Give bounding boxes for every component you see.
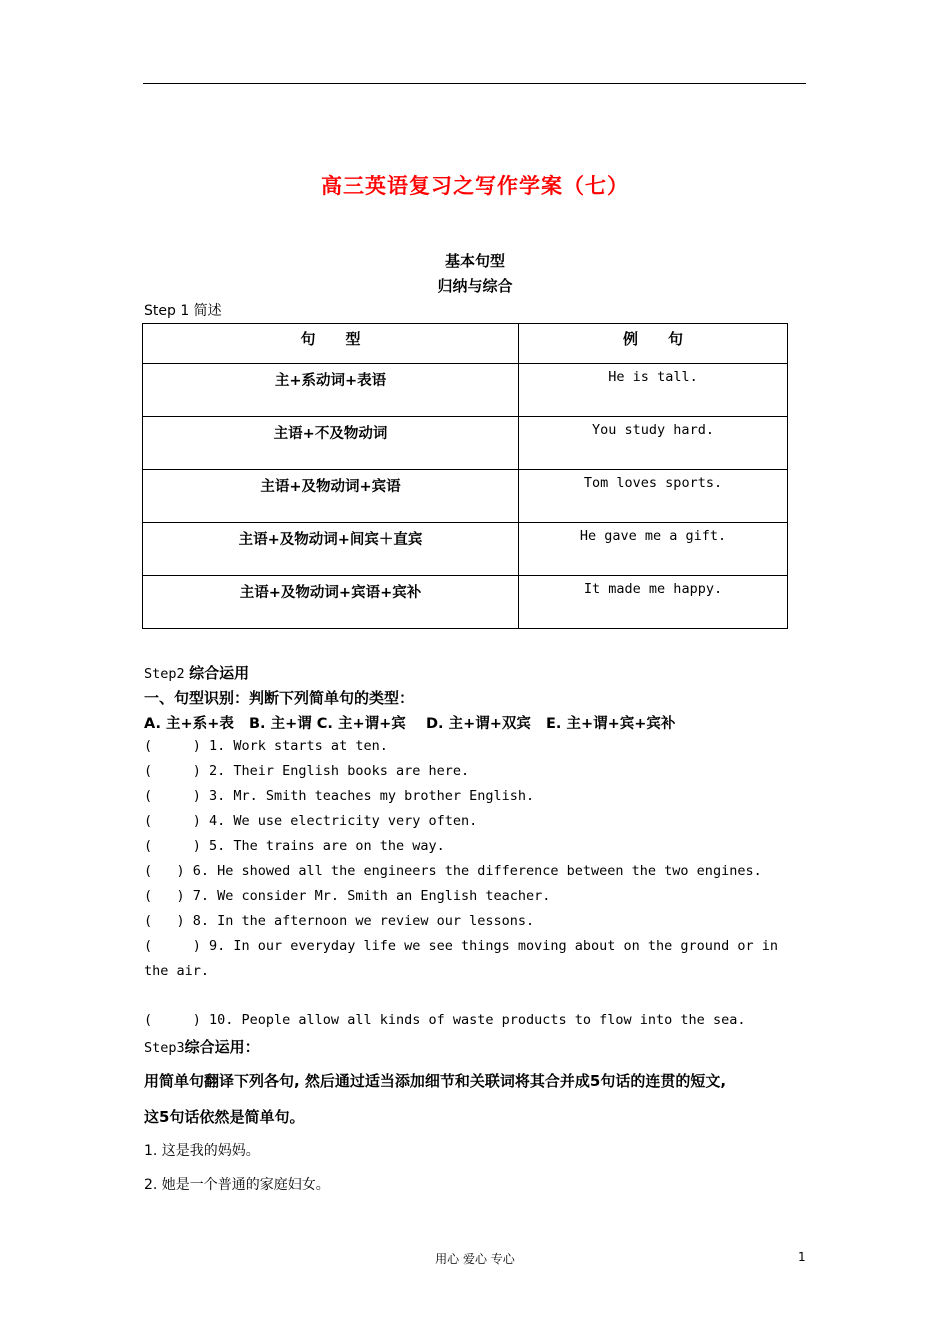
table-header-row: [143, 324, 788, 364]
table-row: [143, 364, 788, 417]
subtitle-basic-patterns: 基本句型: [444, 252, 505, 270]
sentence-pattern-table: [142, 323, 788, 629]
pattern-cell: 主语+不及物动词: [143, 417, 519, 470]
instruction-line: 用简单句翻译下列各句, 然后通过适当添加细节和关联词将其合并成5句话的连贯的短文,: [144, 1072, 727, 1090]
example-cell: You study hard.: [519, 417, 788, 470]
header-example: 例 句: [519, 324, 788, 364]
list-item: ( ) 6. He showed all the engineers the difference between the two engines.: [144, 863, 762, 879]
subtitle-summary: 归纳与综合: [437, 277, 513, 295]
list-item-continuation: the air.: [144, 963, 210, 979]
list-item: ( ) 10. People allow all kinds of waste products to flow into the sea.: [144, 1012, 746, 1028]
table-row: [143, 417, 788, 470]
instruction-line: 这5句话依然是简单句。: [144, 1108, 305, 1126]
header-rule: [143, 83, 806, 84]
part1-heading: 一、句型识别：判断下列简单句的类型：: [144, 689, 415, 707]
example-cell: It made me happy.: [519, 576, 788, 629]
pattern-cell: 主语+及物动词+宾语+宾补: [143, 576, 519, 629]
header-pattern: 句 型: [143, 324, 519, 364]
step3-title: 综合运用：: [184, 1038, 260, 1056]
step3-heading: [144, 1036, 260, 1057]
example-cell: He is tall.: [519, 364, 788, 417]
answer-options: A. 主+系+表 B. 主+谓 C. 主+谓+宾 D. 主+谓+双宾 E. 主+谓+宾+宾补: [144, 716, 676, 732]
list-item: ( ) 8. In the afternoon we review our lessons.: [144, 913, 535, 929]
table-row: [143, 523, 788, 576]
pattern-cell: 主+系动词+表语: [143, 364, 519, 417]
page-footer: 用心 爱心 专心: [435, 1252, 515, 1266]
example-cell: He gave me a gift.: [519, 523, 788, 576]
step2-label: Step2: [144, 666, 185, 682]
list-item: ( ) 1. Work starts at ten.: [144, 738, 388, 754]
list-item: 2. 她是一个普通的家庭妇女。: [144, 1177, 330, 1193]
step1-label: Step 1 简述: [144, 303, 222, 319]
page-number: 1: [798, 1250, 806, 1264]
pattern-cell: 主语+及物动词+间宾＋直宾: [143, 523, 519, 576]
list-item: ( ) 2. Their English books are here.: [144, 763, 470, 779]
list-item: ( ) 9. In our everyday life we see things moving about on the ground or in: [144, 938, 778, 954]
list-item: ( ) 3. Mr. Smith teaches my brother English.: [144, 788, 535, 804]
step2-heading: [144, 662, 249, 683]
example-cell: Tom loves sports.: [519, 470, 788, 523]
list-item: ( ) 4. We use electricity very often.: [144, 813, 478, 829]
list-item: ( ) 7. We consider Mr. Smith an English teacher.: [144, 888, 551, 904]
pattern-cell: 主语+及物动词+宾语: [143, 470, 519, 523]
step2-title: 综合运用: [189, 664, 250, 682]
table-row: [143, 470, 788, 523]
list-item: 1. 这是我的妈妈。: [144, 1143, 260, 1159]
page-title: 高三英语复习之写作学案（七）: [321, 174, 629, 198]
table-row: [143, 576, 788, 629]
step3-label: Step3: [144, 1040, 185, 1056]
list-item: ( ) 5. The trains are on the way.: [144, 838, 445, 854]
